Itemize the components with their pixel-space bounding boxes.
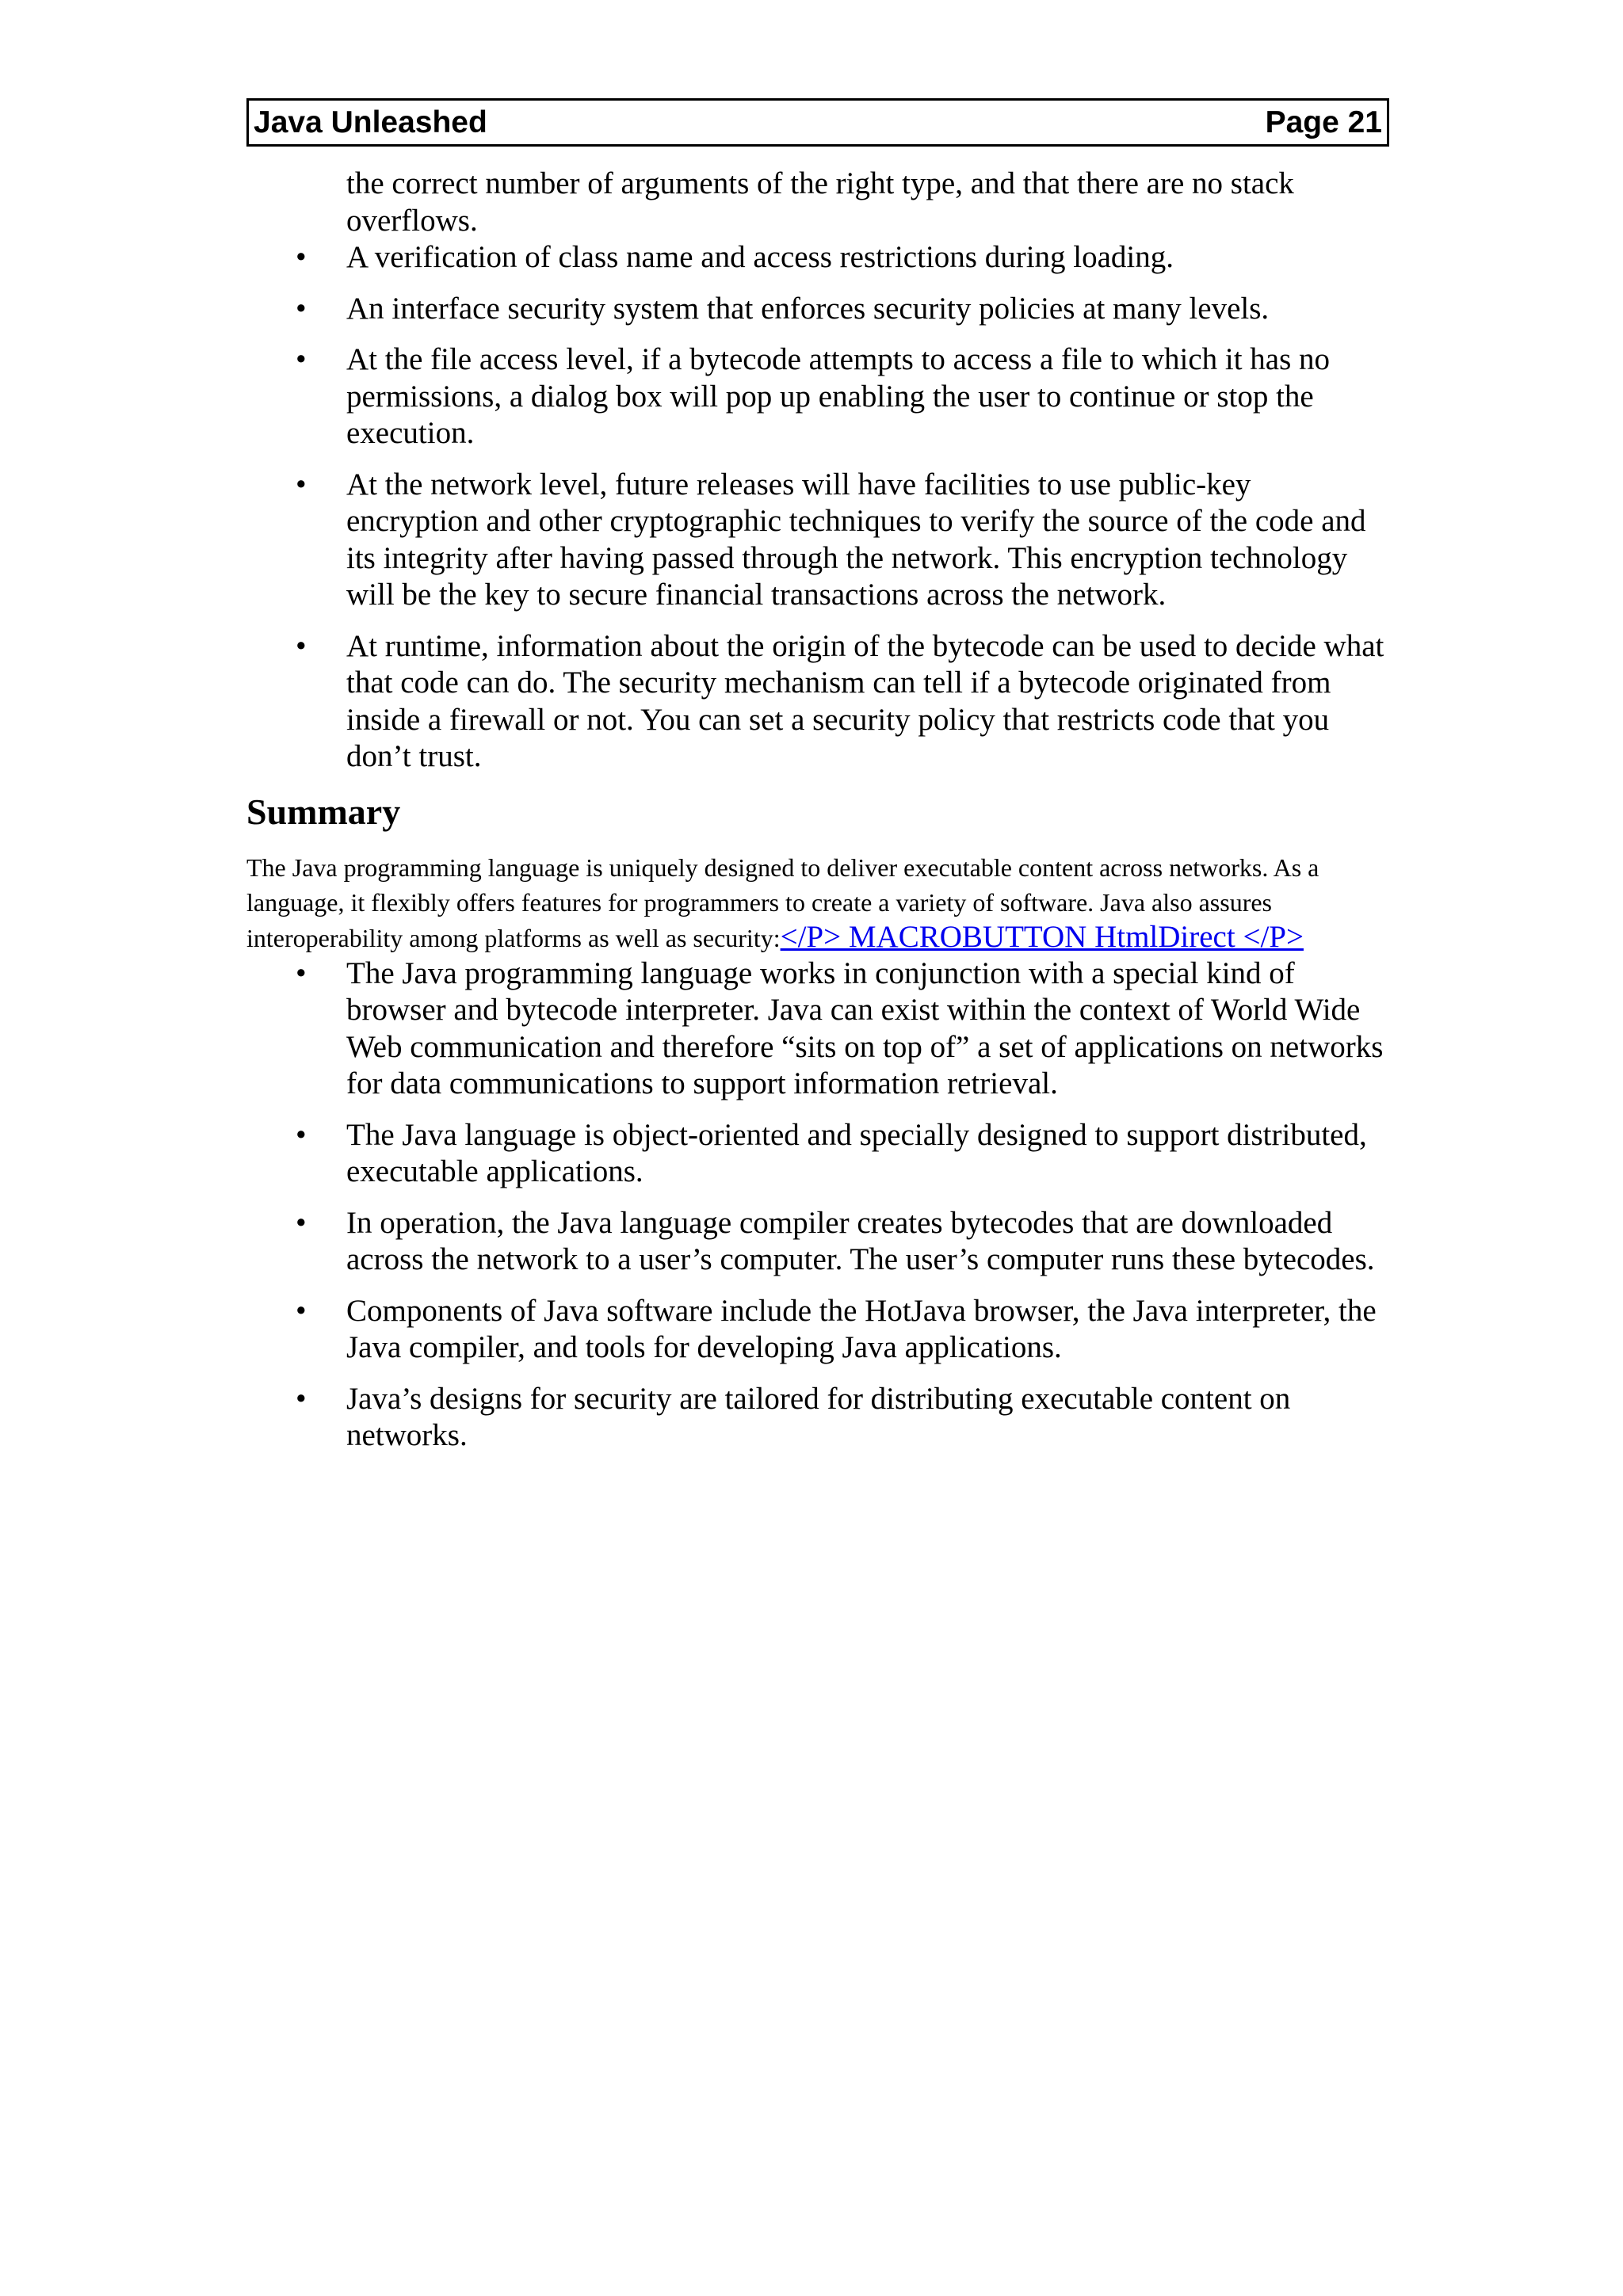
list-item: [246, 291, 1389, 328]
summary-paragraph-text: The Java programming language is uniquely designed to deliver executable content across networks. As a language, it flexibly offers features for programmers to create a variety of software. Java also assures interoperability among platforms as well as security:: [246, 852, 1319, 952]
bullet-icon: •: [296, 1205, 307, 1240]
list-item-text: At the network level, future releases will have facilities to use public-key encryption and other cryptographic techniques to verify the source of the code and its integrity after having passed through the network. This encryption technology will be the key to secure financial transactions across the network.: [346, 467, 1366, 612]
list-item: [246, 628, 1389, 776]
list-item-text: At runtime, information about the origin of the bytecode can be used to decide what that code can do. The security mechanism can tell if a bytecode originated from inside a firewall or not. You can set a security policy that restricts code that you don’t trust.: [346, 628, 1384, 773]
document-page: [246, 98, 1389, 1455]
list-item-text: In operation, the Java language compiler creates bytecodes that are downloaded across the network to a user’s computer. The user’s computer runs these bytecodes.: [346, 1205, 1375, 1276]
bullet-icon: •: [296, 1381, 307, 1416]
list-item: [246, 1293, 1389, 1367]
list-item-text: At the file access level, if a bytecode attempts to access a file to which it has no permissions, a dialog box will pop up enabling the user to continue or stop the execution.: [346, 342, 1331, 450]
list-item: [246, 341, 1389, 452]
list-item: [246, 467, 1389, 614]
list-item: [246, 1205, 1389, 1279]
book-title: Java Unleashed: [254, 105, 487, 139]
bullet-icon: •: [296, 1117, 307, 1152]
list-item-text: Components of Java software include the HotJava browser, the Java interpreter, the Java compiler, and tools for developing Java applications.: [346, 1293, 1377, 1364]
list-item: [246, 1381, 1389, 1455]
list-item-text: Java’s designs for security are tailored for distributing executable content on networks.: [346, 1381, 1291, 1452]
security-features-list: [246, 239, 1389, 776]
bullet-icon: •: [296, 291, 307, 326]
list-item-text: A verification of class name and access restrictions during loading.: [346, 240, 1174, 274]
list-item-text: The Java language is object-oriented and specially designed to support distributed, executable applications.: [346, 1117, 1367, 1188]
list-item-text: An interface security system that enforces security policies at many levels.: [346, 291, 1270, 326]
list-item: [246, 1117, 1389, 1191]
bullet-icon: •: [296, 955, 307, 990]
summary-list: [246, 955, 1389, 1455]
bullet-icon: •: [296, 628, 307, 663]
bullet-icon: •: [296, 342, 307, 376]
page-header: [246, 98, 1389, 147]
list-item-text: The Java programming language works in conjunction with a special kind of browser and bytecode interpreter. Java can exist within the context of World Wide Web communication and therefore “sits on top of” a set of applications on networks for data communications to support information retrieval.: [346, 955, 1384, 1100]
continuation-paragraph: the correct number of arguments of the right type, and that there are no stack overflows.: [346, 166, 1294, 238]
page-number: Page 21: [1265, 105, 1382, 139]
bullet-icon: •: [296, 467, 307, 502]
macrobutton-link[interactable]: </P> MACROBUTTON HtmlDirect </P>: [780, 919, 1304, 954]
list-item: [246, 955, 1389, 1103]
summary-heading: Summary: [246, 791, 401, 832]
summary-paragraph: [246, 850, 1389, 955]
bullet-icon: •: [296, 240, 307, 274]
list-item: [246, 239, 1389, 277]
bullet-icon: •: [296, 1293, 307, 1328]
